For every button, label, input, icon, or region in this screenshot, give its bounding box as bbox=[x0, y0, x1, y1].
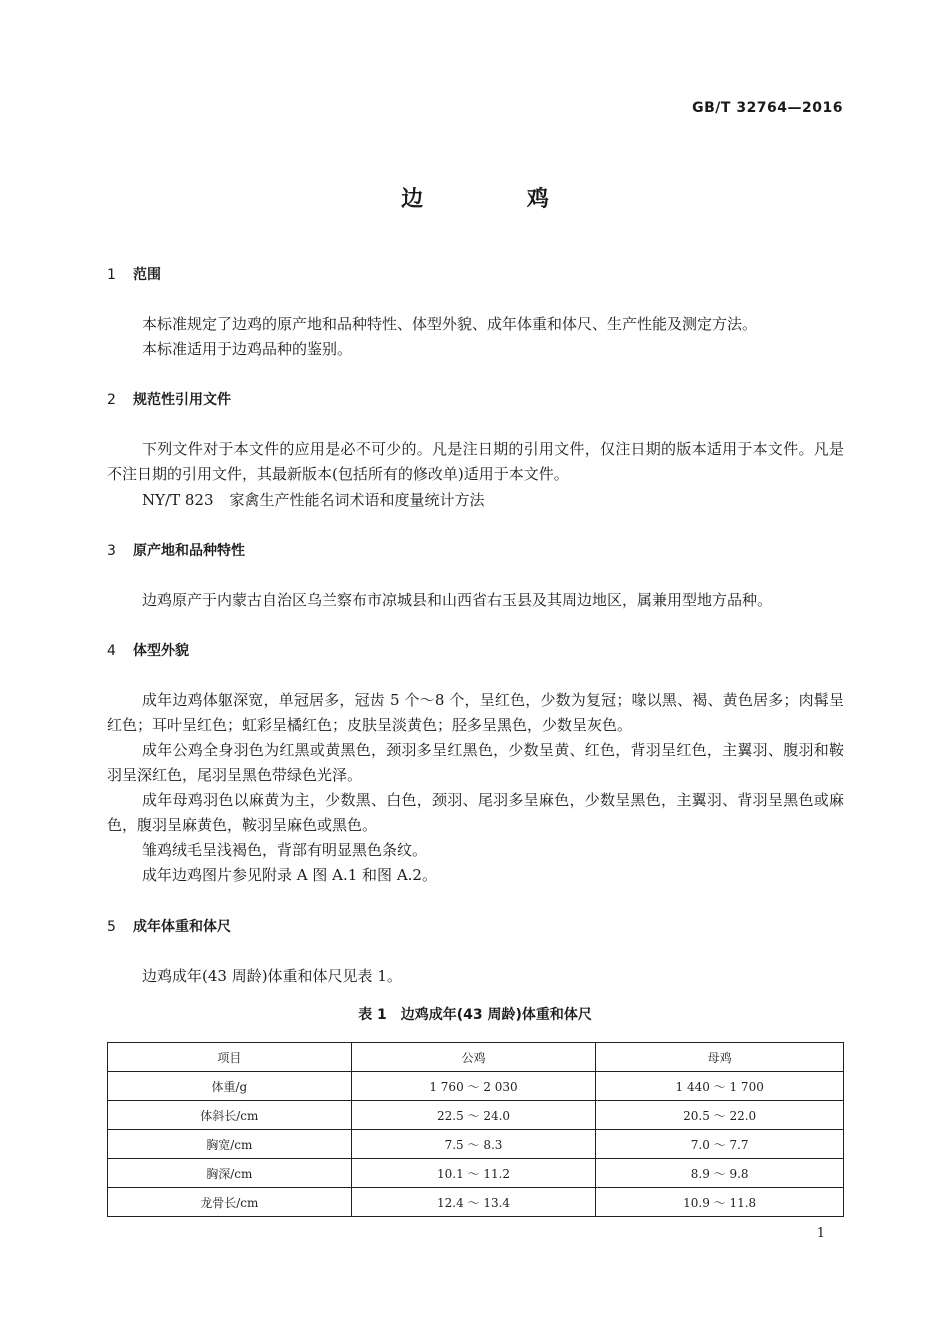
table-cell: 7.0 ～ 7.7 bbox=[596, 1130, 844, 1159]
table-caption: 表 1 边鸡成年(43 周龄)体重和体尺 bbox=[358, 1007, 592, 1023]
table-header-cell: 项目 bbox=[108, 1043, 352, 1072]
table-row bbox=[108, 1072, 844, 1101]
table-row bbox=[108, 1188, 844, 1217]
section-title: 原产地和品种特性 bbox=[133, 543, 245, 559]
table-header-row bbox=[108, 1043, 844, 1072]
page-number: 1 bbox=[816, 1226, 825, 1241]
section-heading-weight-size bbox=[107, 916, 231, 936]
reference-entry bbox=[142, 489, 485, 510]
paragraph: 成年公鸡全身羽色为红黑或黄黑色，颈羽多呈红黑色，少数呈黄、红色，背羽呈红色，主翼羽、腹羽和鞍羽呈深红色，尾羽呈黑色带绿色光泽。 bbox=[107, 741, 844, 784]
table-cell: 1 760 ～ 2 030 bbox=[351, 1072, 596, 1101]
paragraph: 边鸡成年(43 周龄)体重和体尺见表 1。 bbox=[142, 967, 402, 985]
table-cell: 22.5 ～ 24.0 bbox=[351, 1101, 596, 1130]
section-heading-appearance bbox=[107, 640, 189, 660]
reference-code: NY/T 823 bbox=[142, 491, 214, 509]
paragraph: 边鸡原产于内蒙古自治区乌兰察布市凉城县和山西省右玉县及其周边地区，属兼用型地方品种。 bbox=[142, 591, 773, 609]
paragraph: 成年边鸡图片参见附录 A 图 A.1 和图 A.2。 bbox=[142, 866, 437, 884]
table-header-cell: 母鸡 bbox=[596, 1043, 844, 1072]
table-cell: 12.4 ～ 13.4 bbox=[351, 1188, 596, 1217]
table-cell: 20.5 ～ 22.0 bbox=[596, 1101, 844, 1130]
data-table bbox=[107, 1042, 844, 1217]
table-row bbox=[108, 1101, 844, 1130]
paragraph: 本标准规定了边鸡的原产地和品种特性、体型外貌、成年体重和体尺、生产性能及测定方法。 bbox=[142, 315, 758, 333]
section-heading-scope bbox=[107, 264, 161, 284]
paragraph: 本标准适用于边鸡品种的鉴别。 bbox=[142, 340, 353, 358]
table-cell: 体重/g bbox=[108, 1072, 352, 1101]
section-title: 成年体重和体尺 bbox=[133, 919, 231, 935]
document-title: 边 鸡 bbox=[401, 187, 597, 212]
paragraph: 成年母鸡羽色以麻黄为主，少数黑、白色，颈羽、尾羽多呈麻色，少数呈黑色，主翼羽、背羽呈黑色或麻色，腹羽呈麻黄色，鞍羽呈麻色或黑色。 bbox=[107, 791, 844, 834]
table-header-cell: 公鸡 bbox=[351, 1043, 596, 1072]
reference-title: 家禽生产性能名词术语和度量统计方法 bbox=[229, 491, 485, 509]
table-cell: 10.1 ～ 11.2 bbox=[351, 1159, 596, 1188]
standard-code: GB/T 32764—2016 bbox=[692, 100, 843, 116]
table-cell: 8.9 ～ 9.8 bbox=[596, 1159, 844, 1188]
section-heading-normative-references bbox=[107, 389, 231, 409]
table-cell: 龙骨长/cm bbox=[108, 1188, 352, 1217]
section-number: 1 bbox=[107, 267, 116, 283]
section-title: 规范性引用文件 bbox=[133, 392, 231, 408]
paragraph: 雏鸡绒毛呈浅褐色，背部有明显黑色条纹。 bbox=[142, 841, 428, 859]
table-cell: 胸宽/cm bbox=[108, 1130, 352, 1159]
table-cell: 胸深/cm bbox=[108, 1159, 352, 1188]
section-number: 5 bbox=[107, 919, 116, 935]
paragraph: 成年边鸡体躯深宽，单冠居多，冠齿 5 个～8 个，呈红色，少数为复冠；喙以黑、褐、黄色居多；肉髯呈红色；耳叶呈红色；虹彩呈橘红色；皮肤呈淡黄色；胫多呈黑色，少数呈灰色。 bbox=[107, 691, 844, 734]
table-row bbox=[108, 1159, 844, 1188]
section-number: 2 bbox=[107, 392, 116, 408]
section-heading-origin bbox=[107, 540, 245, 560]
table-cell: 体斜长/cm bbox=[108, 1101, 352, 1130]
section-title: 体型外貌 bbox=[133, 643, 189, 659]
table-cell: 10.9 ～ 11.8 bbox=[596, 1188, 844, 1217]
section-title: 范围 bbox=[133, 267, 161, 283]
section-number: 3 bbox=[107, 543, 116, 559]
paragraph: 下列文件对于本文件的应用是必不可少的。凡是注日期的引用文件，仅注日期的版本适用于本文件。凡是不注日期的引用文件，其最新版本(包括所有的修改单)适用于本文件。 bbox=[107, 440, 844, 483]
table-cell: 1 440 ～ 1 700 bbox=[596, 1072, 844, 1101]
table-cell: 7.5 ～ 8.3 bbox=[351, 1130, 596, 1159]
table-row bbox=[108, 1130, 844, 1159]
section-number: 4 bbox=[107, 643, 116, 659]
